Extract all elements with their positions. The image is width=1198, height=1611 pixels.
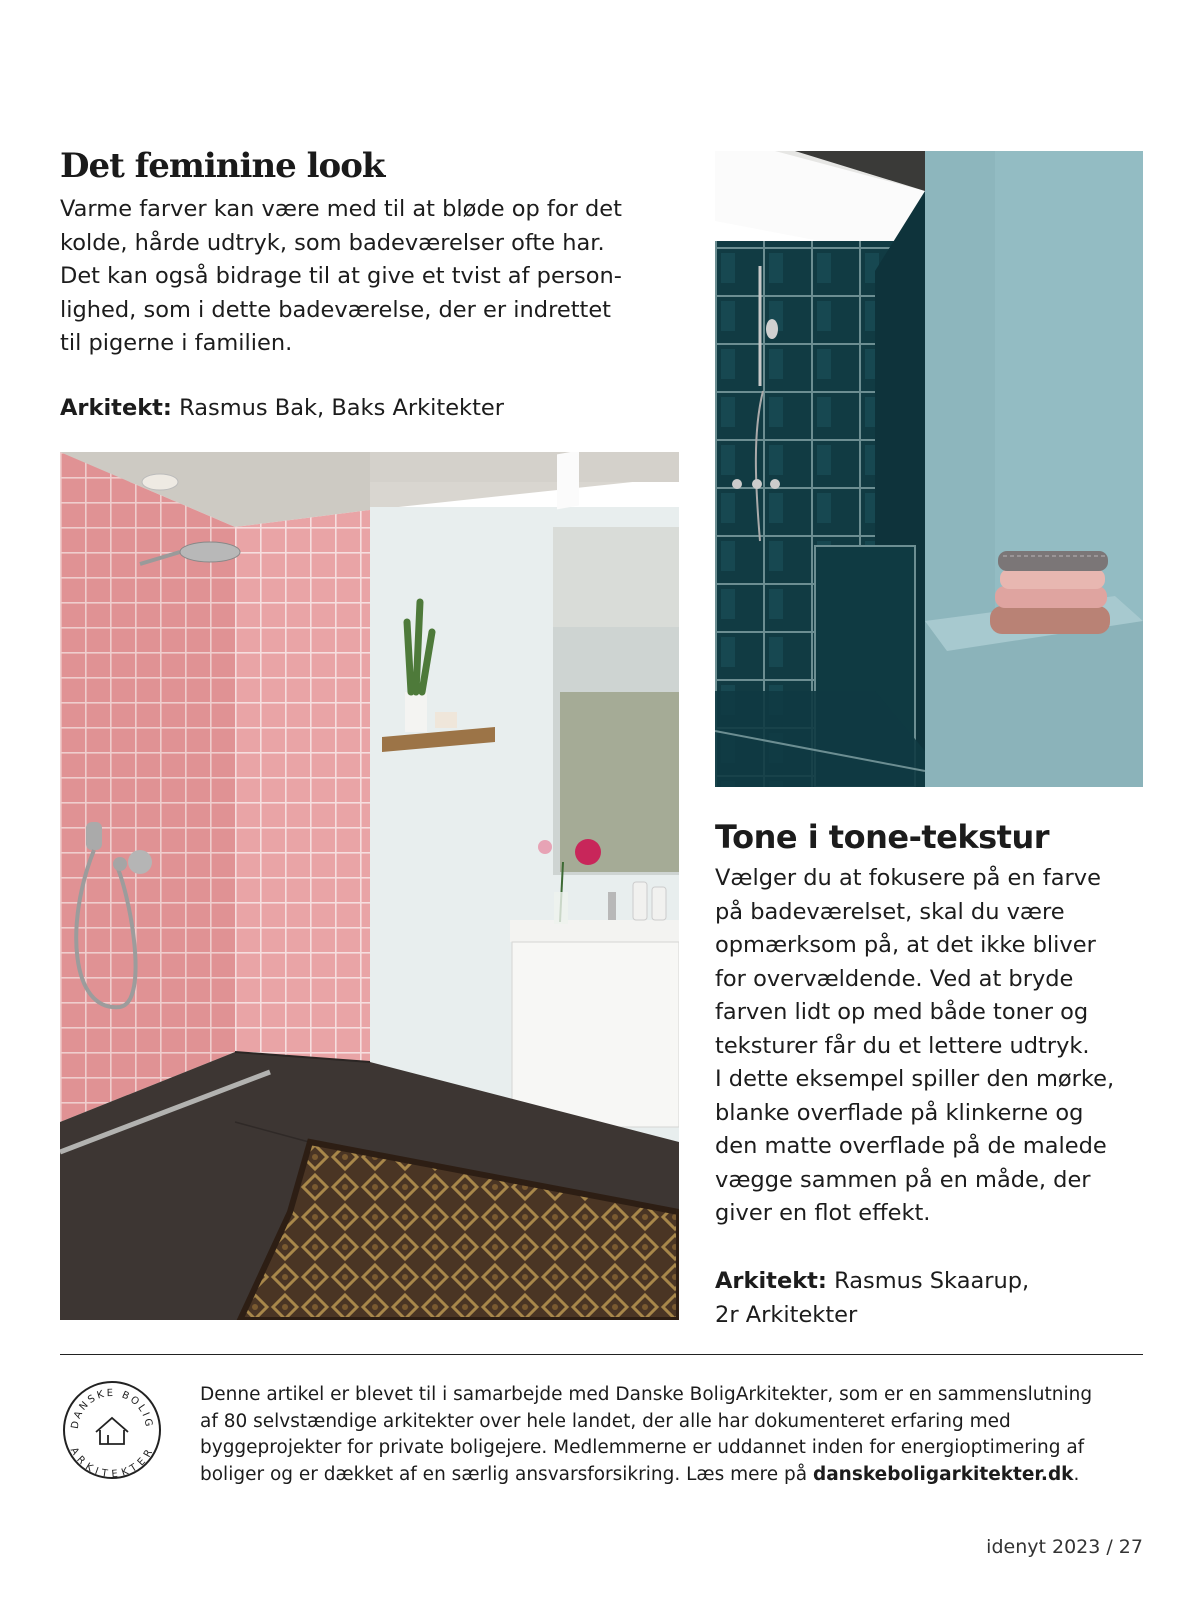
architect-name: Rasmus Bak, Baks Arkitekter	[171, 395, 504, 421]
intro-line: Varme farver kan være med til at bløde op for det	[60, 196, 622, 222]
intro-line: Det kan også bidrage til at give et tvist af person-	[60, 263, 622, 289]
architect-label: Arkitekt:	[715, 1268, 827, 1294]
intro-line: lighed, som i dette badeværelse, der er indrettet	[60, 296, 611, 323]
body-line: opmærksom på, at det ikke bliver	[715, 932, 1096, 958]
body-line: teksturer får du et lettere udtryk.	[715, 1032, 1090, 1059]
footer-line: af 80 selvstændige arkitekter over hele landet, der alle har dokumenteret erfaring med	[200, 1410, 1011, 1432]
body-line: farven lidt op med både toner og	[715, 999, 1089, 1025]
intro-paragraph	[60, 193, 660, 361]
page-folio: idenyt 2023 / 27	[986, 1536, 1143, 1558]
section2-paragraph	[715, 862, 1155, 1231]
photo-pink-bathroom	[60, 452, 679, 1320]
body-line: giver en flot effekt.	[715, 1200, 931, 1226]
architect-credit-2	[715, 1265, 1029, 1332]
footer-note	[200, 1382, 1150, 1488]
danske-boligarkitekter-logo	[62, 1380, 162, 1480]
body-line: I dette eksempel spiller den mørke,	[715, 1066, 1115, 1092]
footer-line: byggeprojekter for private boligejere. Medlemmerne er uddannet inden for energioptimering af	[200, 1437, 1085, 1458]
body-line: blanke overflade på klinkerne og	[715, 1099, 1084, 1126]
photo-teal-bathroom	[715, 151, 1143, 787]
architect-label: Arkitekt:	[60, 395, 172, 421]
intro-line: til pigerne i familien.	[60, 330, 293, 356]
body-line: Vælger du at fokusere på en farve	[715, 865, 1101, 891]
section-title-tone-i-tone: Tone i tone-tekstur	[715, 818, 1050, 856]
website-link[interactable]: danskeboligarkitekter.dk	[812, 1463, 1074, 1485]
section-title-feminine-look: Det feminine look	[60, 146, 385, 186]
body-line: for overvældende. Ved at bryde	[715, 965, 1074, 992]
footer-line: boliger og er dækket af en særlig ansvarsforsikring. Læs mere på	[200, 1463, 813, 1485]
footer-line: Denne artikel er blevet til i samarbejde med Danske BoligArkitekter, som er en sammenslutning	[200, 1384, 1093, 1405]
logo-bottom-text: ARKITEKTER	[67, 1445, 157, 1480]
footer-period: .	[1073, 1463, 1080, 1485]
divider	[60, 1354, 1143, 1355]
architect-credit-1	[60, 395, 504, 421]
logo-top-text: DANSKE BOLIG	[69, 1387, 155, 1430]
body-line: på badeværelset, skal du være	[715, 898, 1065, 925]
architect-firm: 2r Arkitekter	[715, 1301, 858, 1328]
intro-line: kolde, hårde udtryk, som badeværelser ofte har.	[60, 229, 605, 256]
architect-name: Rasmus Skaarup,	[826, 1268, 1030, 1294]
body-line: vægge sammen på en måde, der	[715, 1166, 1091, 1193]
svg-text:ARKITEKTER	[68, 1446, 157, 1480]
svg-text:DANSKE BOLIG	[70, 1388, 155, 1430]
body-line: den matte overflade på de malede	[715, 1133, 1107, 1159]
